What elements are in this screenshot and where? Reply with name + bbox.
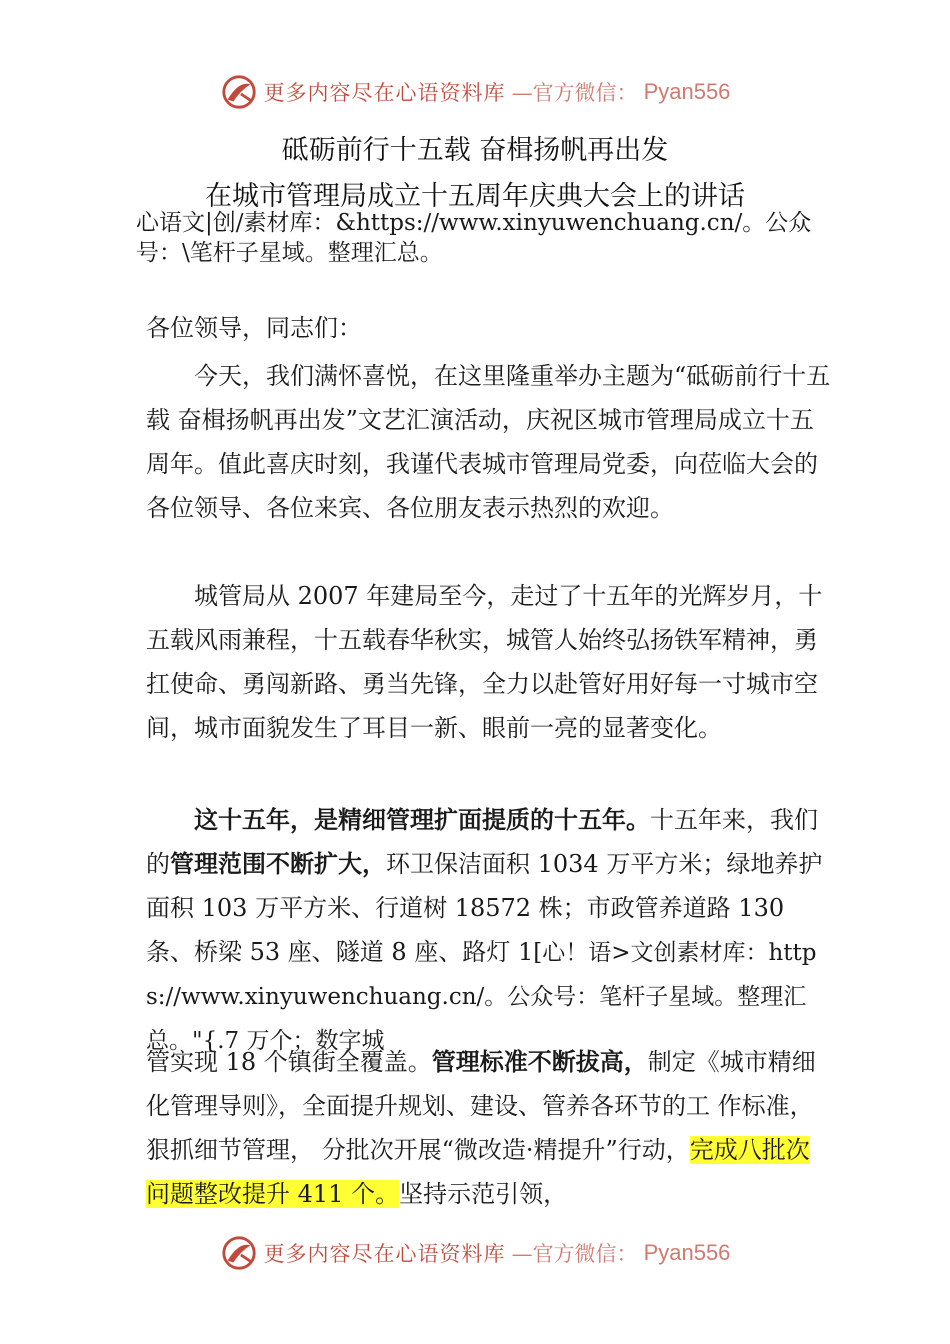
para3-text-4: 制定《城市精细化管理导则》，全面提升规划、建设、管养各环节的工 作标准，狠抓细节管理， 分批次开展“微改造·精提升”行动， xyxy=(146,1048,816,1164)
source-note: 心语文|创/素材库：&https://www.xinyuwenchuang.cn/。公众号：\笔杆子星域。整理汇总。 xyxy=(136,210,812,266)
banner-separator: —官方微信： xyxy=(511,1242,638,1266)
para3-bold-standard: 管理标准不断拔高， xyxy=(431,1048,648,1076)
para3-bold-scope: 管理范围不断扩大， xyxy=(170,850,386,878)
banner-text: 更多内容尽在心语资料库 xyxy=(263,81,506,105)
para3-highlight: 完成八批次问题整改提升 411 个。 xyxy=(146,1136,810,1208)
para3-text-5: 坚持示范引领， xyxy=(399,1180,568,1208)
paragraph-3 xyxy=(146,798,832,1062)
salutation: 各位领导，同志们： xyxy=(146,314,362,342)
book-logo-icon xyxy=(220,73,258,111)
banner-separator: —官方微信： xyxy=(511,81,638,105)
para3-embedded-note: [心！语>文创素材库：https://www.xinyuwenchuang.cn/。公众号：笔杆子星域。整理汇总。"{.7 万个；数字城 xyxy=(146,940,817,1054)
document-title: 砥砺前行十五载 奋楫扬帆再出发 xyxy=(281,135,669,166)
book-logo-icon xyxy=(220,1234,258,1272)
para3-text-3: 管实现 18 个镇街全覆盖。 xyxy=(146,1048,432,1076)
para3-heading: 这十五年，是精细管理扩面提质的十五年。 xyxy=(194,806,650,834)
paragraph-1: 今天，我们满怀喜悦，在这里隆重举办主题为“砥砺前行十五载 奋楫扬帆再出发”文艺汇演活动，庆祝区城市管理局成立十五周年。值此喜庆时刻，我谨代表城市管理局党委，向莅临大会的各位领导、各位来宾、各位朋友表示热烈的欢迎。 xyxy=(146,362,831,522)
header-watermark-banner xyxy=(0,70,950,114)
document-subtitle: 在城市管理局成立十五周年庆典大会上的讲话 xyxy=(205,181,745,212)
banner-wechat-id: Pyan556 xyxy=(643,79,731,104)
footer-watermark-banner xyxy=(0,1231,950,1275)
banner-wechat-id: Pyan556 xyxy=(643,1240,731,1265)
paragraph-3-continued xyxy=(146,1040,832,1216)
banner-text: 更多内容尽在心语资料库 xyxy=(263,1242,506,1266)
para3-text-2: 环卫保洁面积 1034 万平方米；绿地养护面积 103 万平方米、行道树 18572 株；市政管养道路 130 条、桥梁 53 座、隧道 8 座、路灯 1 xyxy=(146,850,823,966)
paragraph-2: 城管局从 2007 年建局至今，走过了十五年的光辉岁月，十五载风雨兼程，十五载春华秋实，城管人始终弘扬铁军精神，勇扛使命、勇闯新路、勇当先锋，全力以赴管好用好每一寸城市空间，城市面貌发生了耳目一新、眼前一亮的显著变化。 xyxy=(146,582,823,742)
para3-text-1: 十五年来，我们的 xyxy=(146,806,818,878)
